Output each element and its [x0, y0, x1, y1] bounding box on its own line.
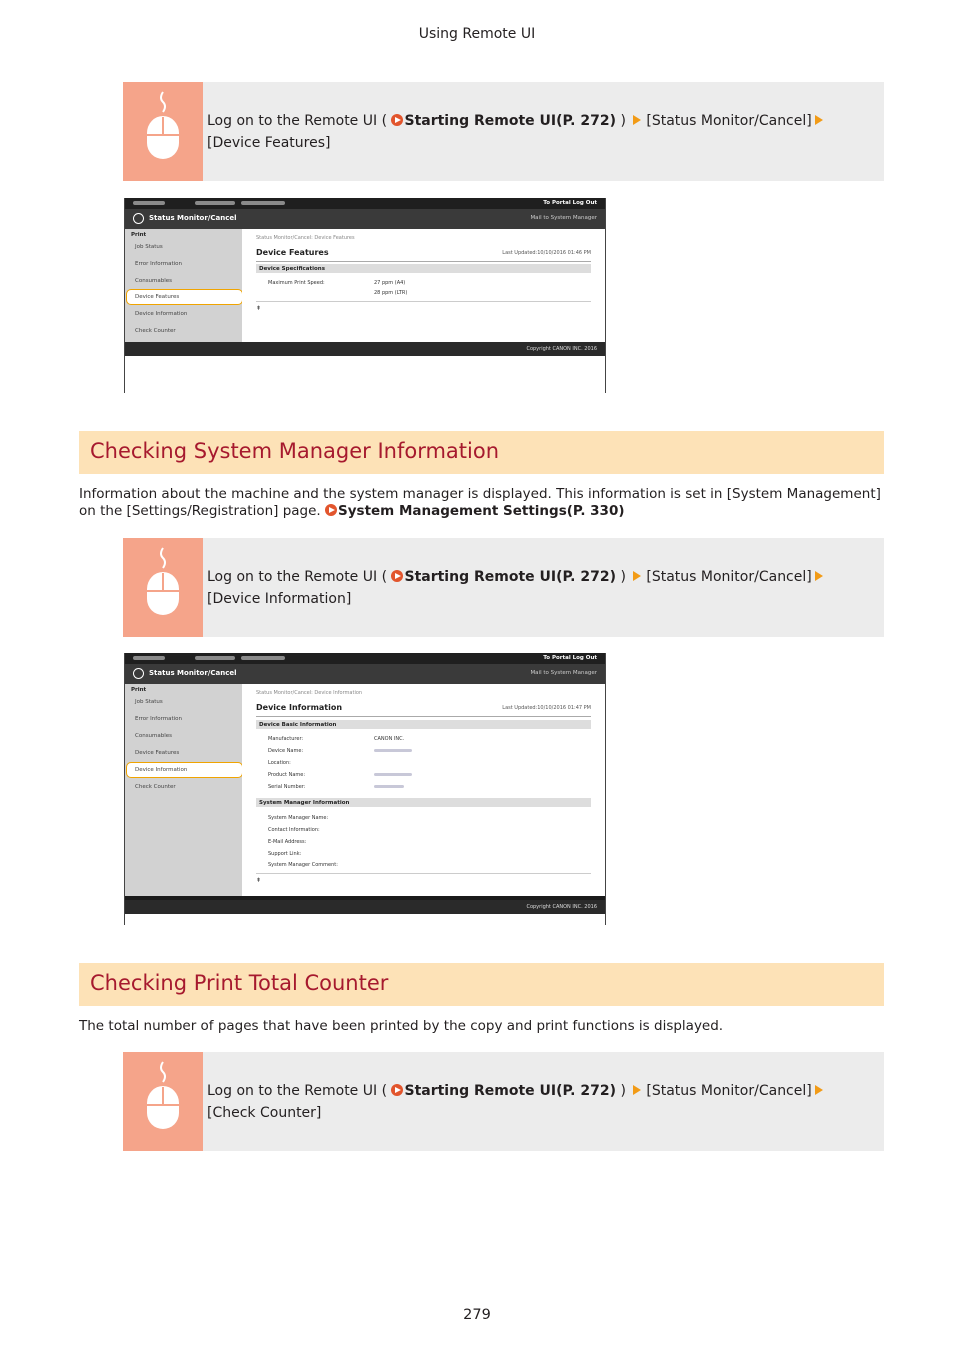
title-bar	[125, 209, 605, 229]
step-mid: )	[616, 1083, 631, 1099]
sidebar-item-consumables[interactable]: Consumables	[135, 278, 173, 284]
system-management-settings-link[interactable]: System Management Settings(P. 330)	[338, 503, 625, 519]
play-arrow-icon	[633, 1085, 641, 1095]
app-title: Status Monitor/Cancel	[149, 669, 237, 677]
copyright: Copyright CANON INC. 2016	[526, 904, 597, 910]
breadcrumb: Status Monitor/Cancel: Device Information	[256, 690, 363, 696]
sidebar-item-device-information[interactable]: Device Information	[135, 767, 188, 773]
description-line: Information about the machine and the system manager is displayed. This information is set in [System Management]	[79, 486, 881, 502]
section-band: Device Basic Information	[256, 720, 591, 729]
mouse-icon	[123, 82, 203, 181]
menu-item: [Device Features]	[207, 135, 331, 151]
play-arrow-icon	[815, 1085, 823, 1095]
page-title: Device Features	[256, 248, 329, 257]
info-label: Manufacturer:	[268, 736, 304, 742]
info-label: E-Mail Address:	[268, 839, 307, 845]
sidebar-item-job-status[interactable]: Job Status	[135, 244, 163, 250]
running-header: Using Remote UI	[418, 26, 536, 42]
step-box-device-information	[123, 538, 884, 637]
screenshot-device-features	[124, 198, 606, 393]
section-description: The total number of pages that have been printed by the copy and print functions is displayed.	[79, 1018, 724, 1034]
info-label: System Manager Name:	[268, 815, 329, 821]
starting-remote-ui-link[interactable]: Starting Remote UI(P. 272)	[404, 1083, 616, 1099]
section-heading	[79, 963, 884, 1006]
info-label: Support Link:	[268, 851, 302, 857]
step-prefix: Log on to the Remote UI (	[207, 1083, 392, 1099]
portal-links[interactable]: To Portal Log Out	[543, 655, 597, 661]
menu-path: [Status Monitor/Cancel]	[646, 113, 812, 129]
page-number: 279	[463, 1307, 491, 1323]
play-arrow-icon	[815, 571, 823, 581]
last-updated: Last Updated:10/10/2016 01:47 PM	[502, 705, 591, 711]
mail-to-system-manager-link[interactable]: Mail to System Manager	[530, 670, 597, 676]
mouse-icon	[123, 1052, 203, 1151]
sidebar-item-job-status[interactable]: Job Status	[135, 699, 163, 705]
top-bar	[125, 653, 605, 664]
sidebar-item-device-features[interactable]: Device Features	[135, 750, 180, 756]
screenshot-device-information	[124, 653, 606, 925]
title-bar	[125, 664, 605, 684]
starting-remote-ui-link[interactable]: Starting Remote UI(P. 272)	[404, 569, 616, 585]
link-arrow-icon	[391, 1084, 403, 1096]
info-label: Contact Information:	[268, 827, 320, 833]
to-top-icon[interactable]: ⇞	[256, 305, 262, 312]
to-top-icon[interactable]: ⇞	[256, 877, 262, 884]
copyright: Copyright CANON INC. 2016	[526, 346, 597, 352]
step-text	[207, 110, 867, 154]
info-label: System Manager Comment:	[268, 862, 338, 868]
info-label: Location:	[268, 760, 291, 766]
app-logo-icon	[133, 668, 144, 679]
main-content	[242, 229, 605, 342]
step-prefix: Log on to the Remote UI (	[207, 113, 392, 129]
footer-bar	[125, 900, 605, 914]
menu-item: [Check Counter]	[207, 1105, 322, 1121]
step-prefix: Log on to the Remote UI (	[207, 569, 392, 585]
manufacturer-value: CANON INC.	[374, 736, 405, 742]
spec-label: Maximum Print Speed:	[268, 280, 325, 286]
step-box-check-counter	[123, 1052, 884, 1151]
menu-path: [Status Monitor/Cancel]	[646, 1083, 812, 1099]
sidebar-item-check-counter[interactable]: Check Counter	[135, 784, 176, 790]
main-content	[242, 684, 605, 896]
mouse-icon	[123, 538, 203, 637]
step-mid: )	[616, 113, 631, 129]
step-mid: )	[616, 569, 631, 585]
play-arrow-icon	[633, 115, 641, 125]
app-title: Status Monitor/Cancel	[149, 214, 237, 222]
info-label: Product Name:	[268, 772, 306, 778]
info-label: Serial Number:	[268, 784, 306, 790]
sidebar-item-consumables[interactable]: Consumables	[135, 733, 173, 739]
sidebar-item-device-information[interactable]: Device Information	[135, 311, 188, 317]
last-updated: Last Updated:10/10/2016 01:46 PM	[502, 250, 591, 256]
mail-to-system-manager-link[interactable]: Mail to System Manager	[530, 215, 597, 221]
link-arrow-icon	[325, 504, 337, 516]
page-title: Device Information	[256, 703, 343, 712]
sidebar-item-error-information[interactable]: Error Information	[135, 716, 182, 722]
step-text	[207, 1080, 867, 1124]
step-box-device-features	[123, 82, 884, 181]
section-title: Checking System Manager Information	[90, 439, 500, 463]
sidebar-item-error-information[interactable]: Error Information	[135, 261, 182, 267]
info-label: Device Name:	[268, 748, 304, 754]
portal-links[interactable]: To Portal Log Out	[543, 200, 597, 206]
app-logo-icon	[133, 213, 144, 224]
link-arrow-icon	[391, 570, 403, 582]
spec-value: 27 ppm (A4)	[374, 280, 406, 286]
footer-bar	[125, 342, 605, 356]
play-arrow-icon	[633, 571, 641, 581]
section-title: Checking Print Total Counter	[90, 971, 389, 995]
sidebar	[125, 684, 242, 896]
section-heading	[79, 431, 884, 474]
section-description	[79, 486, 889, 520]
spec-value: 28 ppm (LTR)	[374, 290, 408, 296]
step-text	[207, 566, 867, 610]
section-band: System Manager Information	[256, 798, 591, 807]
sidebar	[125, 229, 242, 342]
sidebar-header: Print	[131, 687, 147, 693]
starting-remote-ui-link[interactable]: Starting Remote UI(P. 272)	[404, 113, 616, 129]
link-arrow-icon	[391, 114, 403, 126]
menu-item: [Device Information]	[207, 591, 352, 607]
sidebar-item-check-counter[interactable]: Check Counter	[135, 328, 176, 334]
description-line: on the [Settings/Registration] page.	[79, 503, 326, 519]
top-bar	[125, 198, 605, 209]
menu-path: [Status Monitor/Cancel]	[646, 569, 812, 585]
sidebar-item-device-features[interactable]: Device Features	[135, 294, 180, 300]
sidebar-header: Print	[131, 232, 147, 238]
play-arrow-icon	[815, 115, 823, 125]
section-band: Device Specifications	[256, 264, 591, 273]
breadcrumb: Status Monitor/Cancel: Device Features	[256, 235, 355, 241]
